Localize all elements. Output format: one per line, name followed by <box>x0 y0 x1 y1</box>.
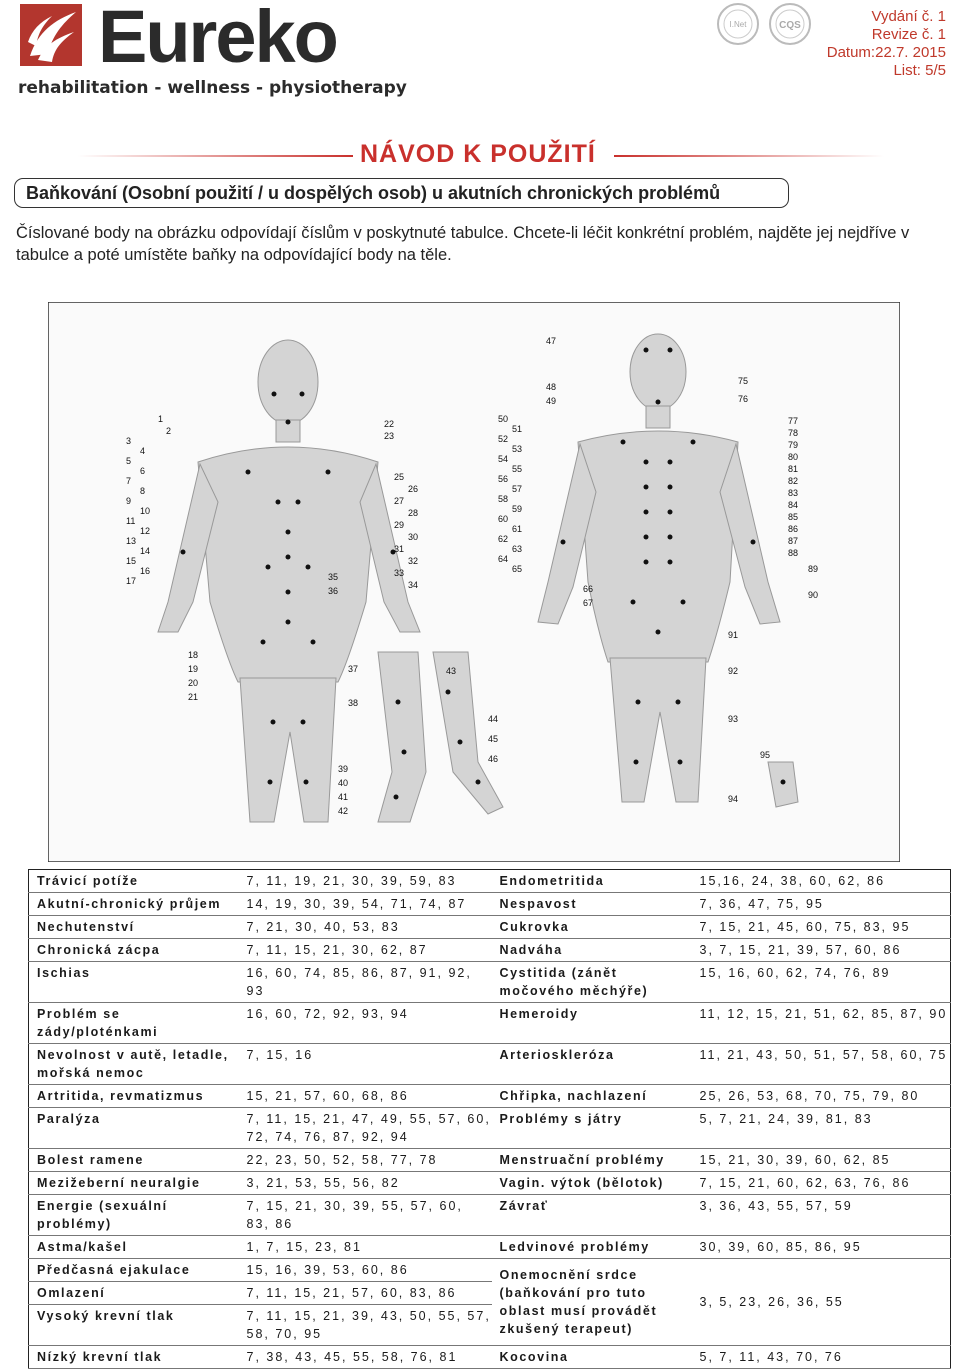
point-number-label: 65 <box>512 564 523 574</box>
point-number-label: 37 <box>348 664 359 674</box>
table-cell: Energie (sexuální problémy) <box>29 1195 239 1236</box>
table-cell: Vysoký krevní tlak <box>29 1305 239 1346</box>
body-point <box>656 400 661 405</box>
point-number-label: 58 <box>498 494 509 504</box>
body-point <box>634 760 639 765</box>
body-point <box>476 780 481 785</box>
point-number-label: 9 <box>126 496 132 506</box>
point-number-label: 84 <box>788 500 799 510</box>
brand-name: Eureko <box>98 0 337 78</box>
body-point <box>268 780 273 785</box>
body-point <box>261 640 266 645</box>
point-number-label: 13 <box>126 536 137 546</box>
point-number-label: 86 <box>788 524 799 534</box>
point-number-label: 91 <box>728 630 739 640</box>
point-number-label: 83 <box>788 488 799 498</box>
body-point <box>181 550 186 555</box>
body-point <box>276 500 281 505</box>
table-cell: Ischias <box>29 962 239 1003</box>
point-number-label: 81 <box>788 464 799 474</box>
heart-problem-label: Onemocnění srdce <box>499 1268 638 1282</box>
point-number-label: 32 <box>408 556 419 566</box>
body-point <box>446 690 451 695</box>
point-number-label: 19 <box>188 664 199 674</box>
table-row <box>29 1236 951 1259</box>
table-cell: Závrať <box>492 1195 692 1236</box>
revision-label: Revize č. 1 <box>871 26 946 43</box>
table-cell: 7, 36, 47, 75, 95 <box>692 893 951 916</box>
point-number-label: 20 <box>188 678 199 688</box>
body-point <box>286 620 291 625</box>
table-row <box>29 1195 951 1236</box>
figure-shape <box>578 431 738 662</box>
point-number-label: 36 <box>328 586 339 596</box>
body-point <box>636 700 641 705</box>
body-point <box>668 485 673 490</box>
inet-seal-label: I.Net <box>729 20 747 29</box>
table-row <box>29 916 951 939</box>
point-number-label: 29 <box>394 520 405 530</box>
table-row <box>29 939 951 962</box>
point-number-label: 18 <box>188 650 199 660</box>
body-point <box>691 440 696 445</box>
body-point <box>396 700 401 705</box>
body-point <box>266 565 271 570</box>
point-number-label: 41 <box>338 792 349 802</box>
table-cell: 7, 15, 16 <box>239 1044 492 1085</box>
page-subtitle: Baňkování (Osobní použití / u dospělých osob) u akutních chronických problémů <box>26 183 721 203</box>
point-number-label: 62 <box>498 534 509 544</box>
title-rule-right <box>614 155 884 157</box>
body-point <box>561 540 566 545</box>
table-cell: 7, 11, 15, 21, 39, 43, 50, 55, 57, 58, 70, 95 <box>239 1305 492 1346</box>
table-cell: Artritida, revmatizmus <box>29 1085 239 1108</box>
body-point <box>296 500 301 505</box>
page-label: List: 5/5 <box>893 62 946 79</box>
table-row <box>29 1044 951 1085</box>
table-cell: 22, 23, 50, 52, 58, 77, 78 <box>239 1149 492 1172</box>
point-number-label: 52 <box>498 434 509 444</box>
body-point <box>306 565 311 570</box>
table-cell: Bolest ramene <box>29 1149 239 1172</box>
brand-tagline: rehabilitation - wellness - physiotherapy <box>18 78 407 98</box>
body-point <box>644 485 649 490</box>
body-point <box>272 392 277 397</box>
table-cell: 7, 11, 15, 21, 47, 49, 55, 57, 60, 72, 74, 76, 87, 92, 94 <box>239 1108 492 1149</box>
point-number-label: 10 <box>140 506 151 516</box>
table-cell: 15, 21, 30, 39, 60, 62, 85 <box>692 1149 951 1172</box>
point-number-label: 82 <box>788 476 799 486</box>
table-cell: Problém se zády/ploténkami <box>29 1003 239 1044</box>
body-point <box>678 760 683 765</box>
point-number-label: 15 <box>126 556 137 566</box>
point-number-label: 40 <box>338 778 349 788</box>
point-number-label: 50 <box>498 414 509 424</box>
point-number-label: 48 <box>546 382 557 392</box>
body-point <box>676 700 681 705</box>
body-point <box>621 440 626 445</box>
table-cell: 7, 15, 21, 30, 39, 55, 57, 60, 83, 86 <box>239 1195 492 1236</box>
body-point <box>402 750 407 755</box>
point-number-label: 53 <box>512 444 523 454</box>
table-cell: 11, 21, 43, 50, 51, 57, 58, 60, 75 <box>692 1044 951 1085</box>
table-cell: 3, 36, 43, 55, 57, 59 <box>692 1195 951 1236</box>
table-cell: Omlazení <box>29 1282 239 1305</box>
figure-shape <box>258 340 318 424</box>
body-point <box>286 530 291 535</box>
table-cell: 3, 7, 15, 21, 39, 57, 60, 86 <box>692 939 951 962</box>
table-cell: Astma/kašel <box>29 1236 239 1259</box>
table-cell: 15, 21, 57, 60, 68, 86 <box>239 1085 492 1108</box>
table-cell: 15, 16, 39, 53, 60, 86 <box>239 1259 492 1282</box>
body-point <box>644 510 649 515</box>
table-row <box>29 1108 951 1149</box>
body-point <box>304 780 309 785</box>
table-cell: Nechutenství <box>29 916 239 939</box>
point-number-label: 59 <box>512 504 523 514</box>
point-number-label: 12 <box>140 526 151 536</box>
point-number-label: 2 <box>166 426 172 436</box>
body-point <box>246 470 251 475</box>
point-number-label: 90 <box>808 590 819 600</box>
figure-shape <box>630 334 686 410</box>
table-row <box>29 1085 951 1108</box>
body-point <box>286 590 291 595</box>
table-cell: Cystitida (zánět močového měchýře) <box>492 962 692 1003</box>
point-number-label: 78 <box>788 428 799 438</box>
body-point <box>644 348 649 353</box>
table-cell: 15, 16, 60, 62, 74, 76, 89 <box>692 962 951 1003</box>
point-number-label: 46 <box>488 754 499 764</box>
point-number-label: 55 <box>512 464 523 474</box>
table-cell: 1, 7, 15, 23, 81 <box>239 1236 492 1259</box>
table-cell: Nadváha <box>492 939 692 962</box>
table-row <box>29 962 951 1003</box>
table-cell: Nevolnost v autě, letadle, mořská nemoc <box>29 1044 239 1085</box>
table-cell: Trávicí potíže <box>29 870 239 893</box>
table-row <box>29 1172 951 1195</box>
point-number-label: 88 <box>788 548 799 558</box>
table-cell: 15,16, 24, 38, 60, 62, 86 <box>692 870 951 893</box>
table-cell: Cukrovka <box>492 916 692 939</box>
table-cell: 5, 7, 11, 43, 70, 76 <box>692 1346 951 1369</box>
brand-logo <box>18 0 407 102</box>
body-point <box>300 392 305 397</box>
body-point <box>458 740 463 745</box>
table-cell: Akutní-chronický průjem <box>29 893 239 916</box>
point-number-label: 35 <box>328 572 339 582</box>
body-point <box>668 460 673 465</box>
point-number-label: 80 <box>788 452 799 462</box>
problem-points-table <box>28 869 950 1369</box>
body-point <box>644 460 649 465</box>
figure-shape <box>646 406 670 428</box>
point-number-label: 31 <box>394 544 405 554</box>
point-number-label: 66 <box>583 584 594 594</box>
point-number-label: 87 <box>788 536 799 546</box>
table-cell: 14, 19, 30, 39, 54, 71, 74, 87 <box>239 893 492 916</box>
table-cell: 7, 11, 15, 21, 57, 60, 83, 86 <box>239 1282 492 1305</box>
body-point <box>644 535 649 540</box>
body-point <box>271 720 276 725</box>
body-point <box>668 510 673 515</box>
point-number-label: 57 <box>512 484 523 494</box>
table-row <box>29 1346 951 1369</box>
table-cell: 11, 12, 15, 21, 51, 62, 85, 87, 90 <box>692 1003 951 1044</box>
point-number-label: 64 <box>498 554 509 564</box>
point-number-label: 92 <box>728 666 739 676</box>
body-point <box>631 600 636 605</box>
table-cell: 7, 21, 30, 40, 53, 83 <box>239 916 492 939</box>
leaf-logo-icon <box>18 2 90 74</box>
point-number-label: 17 <box>126 576 137 586</box>
table-cell: 7, 15, 21, 45, 60, 75, 83, 95 <box>692 916 951 939</box>
point-number-label: 26 <box>408 484 419 494</box>
point-number-label: 38 <box>348 698 359 708</box>
table-cell: 7, 38, 43, 45, 55, 58, 76, 81 <box>239 1346 492 1369</box>
point-number-label: 95 <box>760 750 771 760</box>
point-number-label: 61 <box>512 524 523 534</box>
page-title: NÁVOD K POUŽITÍ <box>360 140 596 168</box>
table-cell: 5, 7, 21, 24, 39, 81, 83 <box>692 1108 951 1149</box>
point-number-label: 54 <box>498 454 509 464</box>
point-number-label: 79 <box>788 440 799 450</box>
point-number-label: 94 <box>728 794 739 804</box>
point-number-label: 49 <box>546 396 557 406</box>
table-cell: 30, 39, 60, 85, 86, 95 <box>692 1236 951 1259</box>
point-number-label: 43 <box>446 666 457 676</box>
table-cell: Problémy s játry <box>492 1108 692 1149</box>
table-row <box>29 870 951 893</box>
point-number-label: 42 <box>338 806 349 816</box>
table-cell: Nespavost <box>492 893 692 916</box>
table-cell: 16, 60, 74, 85, 86, 87, 91, 92, 93 <box>239 962 492 1003</box>
body-point <box>394 795 399 800</box>
point-number-label: 34 <box>408 580 419 590</box>
point-number-label: 11 <box>126 516 136 526</box>
table-cell: Mezižeberní neuralgie <box>29 1172 239 1195</box>
table-cell: Menstruační problémy <box>492 1149 692 1172</box>
date-label: Datum:22.7. 2015 <box>826 44 946 61</box>
point-number-label: 3 <box>126 436 132 446</box>
point-number-label: 22 <box>384 419 395 429</box>
table-cell <box>492 1259 692 1346</box>
table-cell: 25, 26, 53, 68, 70, 75, 79, 80 <box>692 1085 951 1108</box>
point-number-label: 5 <box>126 456 132 466</box>
point-number-label: 7 <box>126 476 132 486</box>
table-cell: Předčasná ejakulace <box>29 1259 239 1282</box>
point-number-label: 33 <box>394 568 405 578</box>
table-cell: Arterioskleróza <box>492 1044 692 1085</box>
table-cell: Chřipka, nachlazení <box>492 1085 692 1108</box>
table-cell: Kocovina <box>492 1346 692 1369</box>
point-number-label: 47 <box>546 336 557 346</box>
table-row <box>29 893 951 916</box>
point-number-label: 39 <box>338 764 349 774</box>
point-number-label: 21 <box>188 692 199 702</box>
table-row <box>29 1003 951 1044</box>
intro-text: Číslované body na obrázku odpovídají číslům v poskytnuté tabulce. Chcete-li léčit konkrétní problém, najděte jej nejdříve v tabulce a poté umístěte baňky na odpovídající body na těle. <box>16 224 910 264</box>
point-number-label: 75 <box>738 376 749 386</box>
point-number-label: 67 <box>583 598 594 608</box>
point-number-label: 23 <box>384 431 395 441</box>
figure-shape <box>198 447 378 682</box>
table-cell: Nízký krevní tlak <box>29 1346 239 1369</box>
point-number-label: 85 <box>788 512 799 522</box>
point-number-label: 76 <box>738 394 749 404</box>
point-number-label: 25 <box>394 472 405 482</box>
point-number-label: 14 <box>140 546 151 556</box>
point-number-label: 4 <box>140 446 146 456</box>
point-number-label: 63 <box>512 544 523 554</box>
table-cell: 7, 15, 21, 60, 62, 63, 76, 86 <box>692 1172 951 1195</box>
table-cell: Endometritida <box>492 870 692 893</box>
body-point <box>311 640 316 645</box>
point-number-label: 16 <box>140 566 151 576</box>
table-cell: 7, 11, 15, 21, 30, 62, 87 <box>239 939 492 962</box>
point-number-label: 28 <box>408 508 419 518</box>
point-number-label: 45 <box>488 734 499 744</box>
certification-seals <box>716 2 816 48</box>
body-point <box>668 348 673 353</box>
body-point <box>751 540 756 545</box>
body-point <box>681 600 686 605</box>
point-number-label: 60 <box>498 514 509 524</box>
table-cell: Vagin. výtok (bělotok) <box>492 1172 692 1195</box>
foot-labels <box>760 750 770 760</box>
point-number-label: 27 <box>394 496 405 506</box>
body-point <box>656 630 661 635</box>
body-point <box>286 420 291 425</box>
table-cell: 3, 21, 53, 55, 56, 82 <box>239 1172 492 1195</box>
table-row <box>29 1259 951 1282</box>
table-cell: Chronická zácpa <box>29 939 239 962</box>
point-number-label: 56 <box>498 474 509 484</box>
table-cell: 3, 5, 23, 26, 36, 55 <box>692 1259 951 1346</box>
body-point <box>301 720 306 725</box>
table-row <box>29 1149 951 1172</box>
table-cell: 7, 11, 19, 21, 30, 39, 59, 83 <box>239 870 492 893</box>
point-number-label: 51 <box>512 424 523 434</box>
body-point <box>668 535 673 540</box>
point-number-label: 1 <box>158 414 164 424</box>
point-number-label: 89 <box>808 564 819 574</box>
point-number-label: 77 <box>788 416 799 426</box>
point-number-label: 44 <box>488 714 499 724</box>
point-number-label: 8 <box>140 486 146 496</box>
table-cell: Hemeroidy <box>492 1003 692 1044</box>
cqs-seal-label: CQS <box>779 20 801 31</box>
edition-label: Vydání č. 1 <box>871 8 946 25</box>
heart-problem-note: (baňkování pro tuto oblast musí provádět zkušený terapeut) <box>499 1286 658 1336</box>
table-cell: Paralýza <box>29 1108 239 1149</box>
body-point <box>781 780 786 785</box>
body-point <box>644 560 649 565</box>
point-number-label: 6 <box>140 466 146 476</box>
body-points-diagram <box>48 302 900 862</box>
title-rule-left <box>78 155 353 157</box>
body-point <box>286 555 291 560</box>
point-number-label: 30 <box>408 532 419 542</box>
document-info <box>827 8 946 80</box>
table-cell: 16, 60, 72, 92, 93, 94 <box>239 1003 492 1044</box>
point-number-label: 93 <box>728 714 739 724</box>
table-cell: Ledvinové problémy <box>492 1236 692 1259</box>
body-point <box>326 470 331 475</box>
body-point <box>668 560 673 565</box>
